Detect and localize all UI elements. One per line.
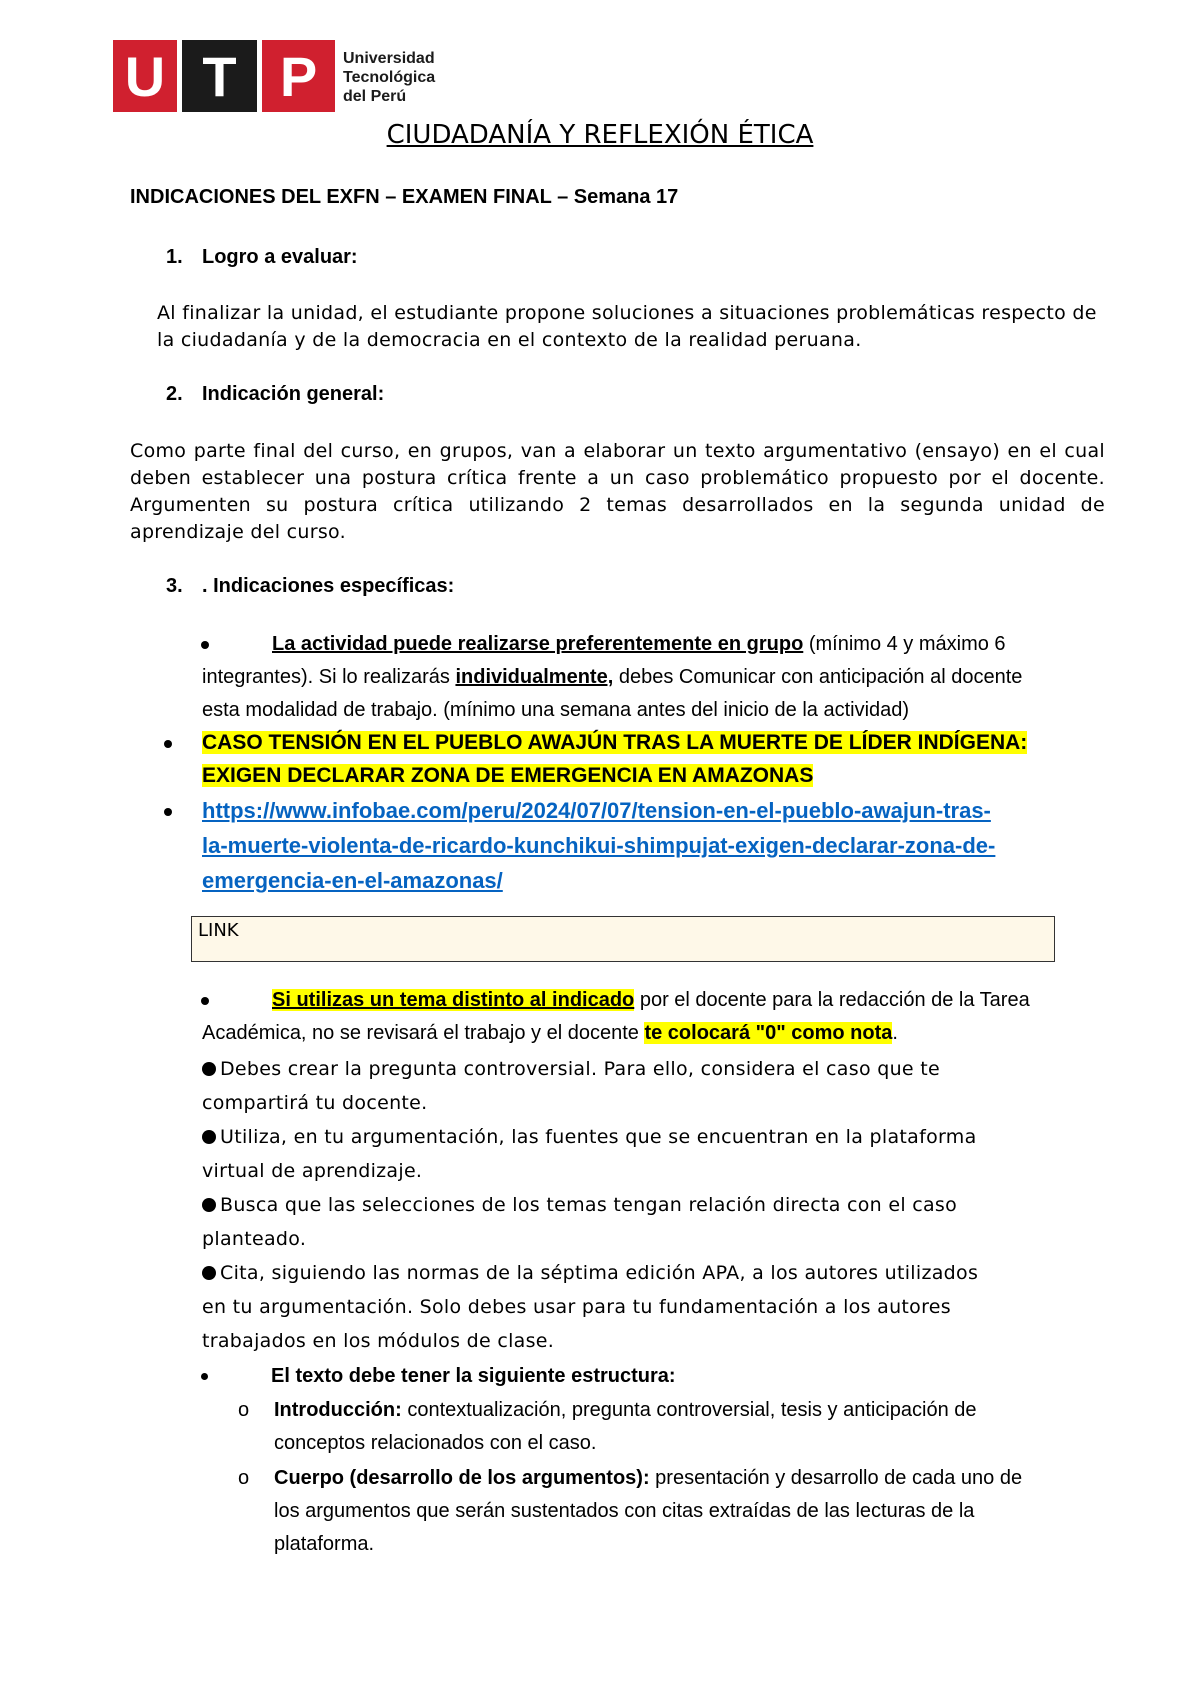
logo-t: [182, 40, 257, 112]
link-box-label: LINK: [198, 920, 239, 941]
logo-letter-u: U: [124, 44, 166, 108]
university-name-line1: Universidad: [343, 50, 435, 67]
infobae-link[interactable]: [202, 793, 995, 898]
caso-line-2: EXIGEN DECLARAR ZONA DE EMERGENCIA EN AMAZONAS: [202, 764, 814, 787]
dot-item: [202, 1120, 1122, 1188]
group-lead: La actividad puede realizarse preferentemente en grupo: [272, 633, 804, 655]
bullet-icon: [201, 1373, 208, 1380]
sub-item-intro: [274, 1394, 1104, 1460]
sub-item-cuerpo: [274, 1462, 1104, 1561]
university-name-line2: Tecnológica: [343, 69, 436, 86]
dot-item: [202, 1256, 1122, 1358]
tema-bullet: [202, 984, 1112, 1050]
dot-item: [202, 1188, 1122, 1256]
dot-item-text: Cita, siguiendo las normas de la séptima edición APA, a los autores utilizados: [220, 1262, 979, 1284]
dot-item-text: Busca que las selecciones de los temas tengan relación directa con el caso: [220, 1194, 958, 1216]
bullet-icon: [164, 808, 172, 816]
tema-line-1: [202, 984, 1112, 1017]
caso-line-1: CASO TENSIÓN EN EL PUEBLO AWAJÚN TRAS LA MUERTE DE LÍDER INDÍGENA:: [202, 731, 1028, 754]
document-subtitle: INDICACIONES DEL EXFN – EXAMEN FINAL – Semana 17: [130, 186, 679, 208]
dot-list: [202, 1052, 1122, 1358]
dot-item-text: en tu argumentación. Solo debes usar para tu fundamentación a los autores: [202, 1296, 951, 1318]
black-circle-icon: [202, 1266, 216, 1280]
sub-item-label: Introducción:: [274, 1399, 402, 1421]
tema-lead: Si utilizas un tema distinto al indicado: [272, 989, 635, 1011]
group-individual: individualmente,: [455, 666, 614, 688]
black-circle-icon: [202, 1198, 216, 1212]
group-bullet: [202, 628, 1112, 727]
group-line2-c: debes Comunicar con anticipación al docente: [613, 666, 1023, 688]
link-line-2[interactable]: la-muerte-violenta-de-ricardo-kunchikui-shimpujat-exigen-declarar-zona-de-: [202, 833, 996, 858]
logo-p: [262, 40, 335, 112]
sub-marker: o: [238, 1399, 250, 1421]
black-circle-icon: [202, 1062, 216, 1076]
university-name: [343, 49, 435, 106]
group-line2-a: integrantes). Si lo realizarás: [202, 666, 456, 688]
group-line-3: esta modalidad de trabajo. (mínimo una semana antes del inicio de la actividad): [202, 699, 910, 721]
section-3-number: 3.: [166, 575, 183, 597]
section-2-text: Como parte final del curso, en grupos, van a elaborar un texto argumentativo (ensayo) en el cual deben establecer una postura crítica frente a un caso problemático propuesto por el docente. Argumenten su postura crítica utilizando 2 temas desarrollados en la segunda unidad de aprendizaje del curso.: [130, 440, 1105, 543]
dot-item-text: trabajados en los módulos de clase.: [202, 1330, 555, 1352]
logo-letter-p: P: [279, 44, 318, 108]
group-rest: (mínimo 4 y máximo 6: [803, 633, 1006, 655]
dot-item: [202, 1052, 1122, 1120]
section-2-heading: Indicación general:: [202, 383, 385, 405]
link-line-3[interactable]: emergencia-en-el-amazonas/: [202, 868, 503, 893]
document-title: CIUDADANÍA Y REFLEXIÓN ÉTICA: [386, 120, 814, 150]
tema-nota: te colocará "0" como nota: [644, 1022, 893, 1044]
tema-line2-a: Académica, no se revisará el trabajo y el docente: [202, 1022, 645, 1044]
section-3-heading: . Indicaciones específicas:: [202, 575, 455, 597]
sub-item-text: presentación y desarrollo de cada uno de: [649, 1467, 1023, 1489]
section-1-number: 1.: [166, 246, 183, 268]
group-line-2: [202, 661, 1112, 694]
tema-line-2: [202, 1017, 1112, 1050]
caso-title: [202, 726, 1027, 792]
sub-item-label: Cuerpo (desarrollo de los argumentos):: [274, 1467, 650, 1489]
group-line-1: [202, 628, 1112, 661]
section-2-number: 2.: [166, 383, 183, 405]
bullet-icon: [164, 740, 172, 748]
logo-u: [113, 40, 177, 112]
dot-item-text: virtual de aprendizaje.: [202, 1160, 423, 1182]
link-box: [191, 916, 1055, 962]
dot-item-text: Utiliza, en tu argumentación, las fuentes que se encuentran en la plataforma: [220, 1126, 977, 1148]
dot-item-text: Debes crear la pregunta controversial. Para ello, considera el caso que te: [220, 1058, 940, 1080]
sub-item-text: contextualización, pregunta controversial, tesis y anticipación de: [401, 1399, 977, 1421]
tema-rest: por el docente para la redacción de la Tarea: [634, 989, 1030, 1011]
link-line-1[interactable]: https://www.infobae.com/peru/2024/07/07/tension-en-el-pueblo-awajun-tras-: [202, 798, 991, 823]
estructura-heading: El texto debe tener la siguiente estructura:: [271, 1365, 676, 1387]
logo-letter-t: T: [202, 44, 237, 108]
section-1-text: Al finalizar la unidad, el estudiante propone soluciones a situaciones problemáticas respecto de la ciudadanía y de la democracia en el contexto de la realidad peruana.: [157, 302, 1097, 351]
dot-item-text: planteado.: [202, 1228, 307, 1250]
sub-item-text: conceptos relacionados con el caso.: [274, 1432, 597, 1454]
dot-item-text: compartirá tu docente.: [202, 1092, 428, 1114]
sub-item-text: plataforma.: [274, 1533, 375, 1555]
black-circle-icon: [202, 1130, 216, 1144]
section-1-heading: Logro a evaluar:: [202, 246, 358, 268]
sub-item-text: los argumentos que serán sustentados con citas extraídas de las lecturas de la: [274, 1500, 975, 1522]
sub-marker: o: [238, 1467, 250, 1489]
university-name-line3: del Perú: [343, 88, 407, 105]
tema-period: .: [892, 1022, 898, 1044]
